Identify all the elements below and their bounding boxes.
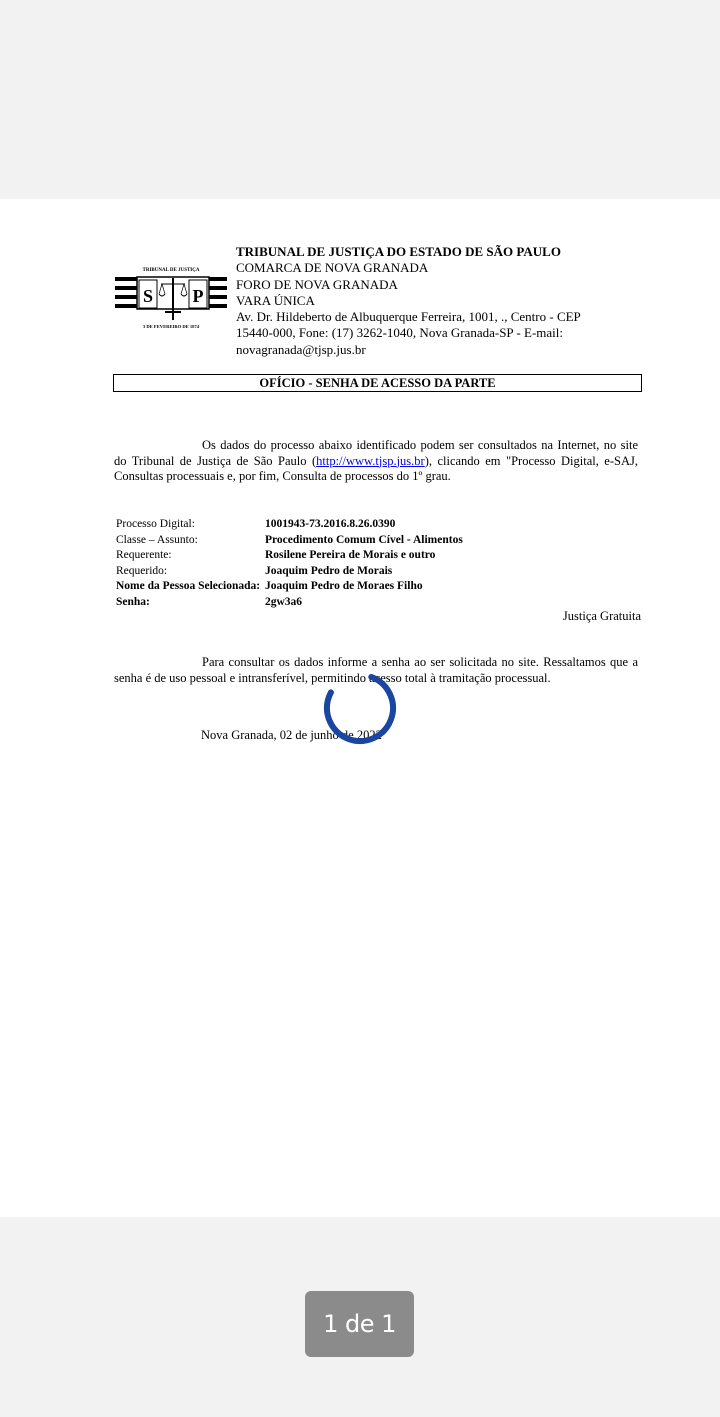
document-title: OFÍCIO - SENHA DE ACESSO DA PARTE [113,374,642,392]
detail-value: Joaquim Pedro de Morais [265,564,393,577]
detail-row [116,595,463,611]
justica-gratuita-label: Justiça Gratuita [562,609,641,623]
header-line-address: Av. Dr. Hildeberto de Albuquerque Ferreira, 1001, ., Centro - CEP [236,309,581,325]
detail-row [116,517,463,533]
document-date: Nova Granada, 02 de junho de 2022 [201,728,382,742]
detail-row [116,579,463,595]
logo-letter-s: S [142,286,154,306]
detail-row [116,548,463,564]
detail-label: Classe – Assunto: [116,533,198,546]
header-line-vara: VARA ÚNICA [236,292,315,308]
logo-bottom-text: 3 DE FEVEREIRO DE 1874 [142,324,200,329]
loading-spinner-icon [322,670,398,746]
header-line-email: novagranada@tjsp.jus.br [236,341,366,357]
header-line-phone: 15440-000, Fone: (17) 3262-1040, Nova Granada-SP - E-mail: [236,325,563,341]
intro-paragraph [114,438,638,485]
logo-letter-p: P [192,286,204,306]
tjsp-logo [115,244,227,334]
password-value: 2gw3a6 [265,595,303,608]
court-header [236,244,646,358]
detail-value: Rosilene Pereira de Morais e outro [265,549,436,561]
tjsp-link[interactable]: http://www.tjsp.jus.br [316,453,425,468]
process-details [116,517,463,610]
header-line-comarca: COMARCA DE NOVA GRANADA [236,260,429,276]
detail-value: Joaquim Pedro de Moraes Filho [265,580,423,592]
detail-row [116,533,463,549]
header-line-foro: FORO DE NOVA GRANADA [236,276,398,292]
instructions-text: Para consultar os dados informe a senha ao ser solicitada no site. Ressaltamos que a senha é de uso pessoal e intransferível, permitindo acesso total à tramitação processual. [114,655,638,685]
logo-top-text: TRIBUNAL DE JUSTIÇA [142,268,200,273]
detail-row [116,564,463,580]
intro-text-after: ), clicando em "Processo Digital, e-SAJ, Consultas processuais e, por fim, Consulta de processos do 1º grau. [114,453,638,483]
detail-label: Requerido: [116,564,168,577]
detail-label: Requerente: [116,549,172,561]
detail-label: Processo Digital: [116,518,195,530]
page-indicator: 1 de 1 [305,1291,414,1357]
intro-text-before: Os dados do processo abaixo identificado podem ser consultados na Internet, no site do Tribunal de Justiça de São Paulo ( [114,438,638,468]
detail-value: 1001943-73.2016.8.26.0390 [265,518,396,530]
detail-label: Senha: [116,595,150,608]
detail-label: Nome da Pessoa Selecionada: [116,580,261,592]
header-line-court: TRIBUNAL DE JUSTIÇA DO ESTADO DE SÃO PAULO [236,244,561,259]
detail-value: Procedimento Comum Cível - Alimentos [265,533,463,546]
